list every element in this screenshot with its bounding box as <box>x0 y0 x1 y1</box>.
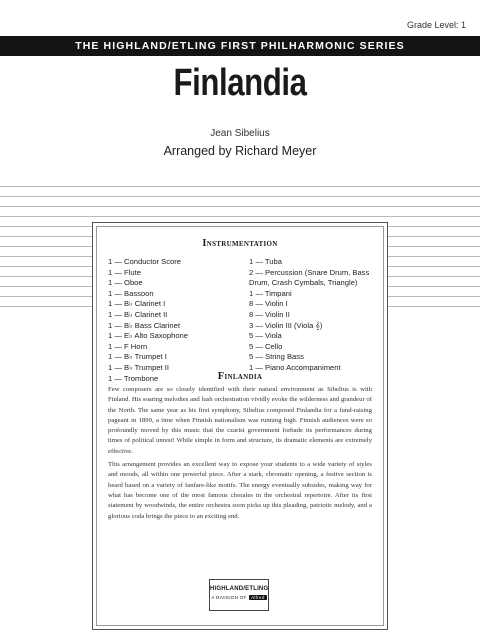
about-heading: Finlandia <box>217 371 263 382</box>
instrument-item: 5 — String Bass <box>249 352 304 362</box>
instrument-item: 1 — B♭ Clarinet II <box>108 309 168 319</box>
instrument-item: 3 — Violin III (Viola 𝄞) <box>249 320 323 330</box>
instrument-item: 8 — Violin II <box>249 309 290 319</box>
instrument-item: 5 — Cello <box>249 341 283 351</box>
publisher-logo <box>209 579 269 611</box>
publisher-division-text: A DIVISION OF <box>211 595 247 600</box>
series-banner-text: THE HIGHLAND/ETLING FIRST PHILHARMONIC SERIES <box>75 40 405 52</box>
instrumentation-list-right <box>249 257 381 374</box>
instrument-item: 5 — Viola <box>249 331 282 341</box>
instrument-item: 1 — E♭ Alto Saxophone <box>108 331 188 341</box>
instrument-item: 1 — Piano Accompaniment <box>249 362 341 372</box>
page-title: Finlandia <box>173 62 307 104</box>
instrument-item: 1 — B♭ Trumpet I <box>108 352 167 362</box>
instrument-item: 1 — Bassoon <box>108 288 154 298</box>
about-text <box>108 385 372 525</box>
instrumentation-heading: Instrumentation <box>202 238 278 249</box>
composer: Jean Sibelius <box>210 128 270 139</box>
instrument-item: 1 — B♭ Trumpet II <box>108 362 169 372</box>
alfred-logo-icon: Alfred <box>251 595 265 600</box>
instrument-item: 1 — F Horn <box>108 341 148 351</box>
instrument-item: 1 — Flute <box>108 267 141 277</box>
instrument-item: 8 — Violin I <box>249 299 288 309</box>
about-paragraph: This arrangement provides an excellent way to expose your students to a wide variety of styles and moods, all within one powerful piece. After a stark, chromatic opening, a festive section is heard based on a variety of fanfare-like motifs. The energy eventually subsides, making way for what has become one of the most famous chorales in the orchestral repertoire. After its first statement by woodwinds, the entire orchestra soon picks up this pleading, patriotic melody, and a glorious coda brings the piece to an exciting end. <box>108 461 372 520</box>
publisher-name: HIGHLAND/ETLING <box>210 586 269 592</box>
publisher-division <box>210 595 268 600</box>
instrument-item: 2 — Percussion (Snare Drum, Bass Drum, Crash Cymbals, Triangle) <box>249 267 370 288</box>
info-panel <box>92 222 388 630</box>
instrument-item: 1 — Timpani <box>249 288 292 298</box>
instrument-item: 1 — Conductor Score <box>108 257 182 266</box>
about-paragraph: Few composers are so closely identified with their natural environment as Sibelius is with Finland. His soaring melodies and lush orchestration vividly evoke the wilderness and grandeur of the North. The same year as his first symphony, Sibelius composed Finlandia for a fund-raising pageant in 1899, a time when Finnish nationalism was running high. Finnish audiences were so profoundly moved by this music that the czarist government forbade its performances during times of political unrest! While simple in form and structure, its dramatic elements are extremely effective. <box>108 386 372 455</box>
arranger: Arranged by Richard Meyer <box>163 144 317 158</box>
grade-level: Grade Level: 1 <box>406 20 466 30</box>
instrument-item: 1 — B♭ Clarinet I <box>108 299 166 309</box>
instrument-item: 1 — Tuba <box>249 257 282 266</box>
instrument-item: 1 — Trombone <box>108 373 159 383</box>
instrumentation-list-left <box>108 257 238 384</box>
instrument-item: 1 — B♭ Bass Clarinet <box>108 320 180 330</box>
instrument-item: 1 — Oboe <box>108 278 143 288</box>
